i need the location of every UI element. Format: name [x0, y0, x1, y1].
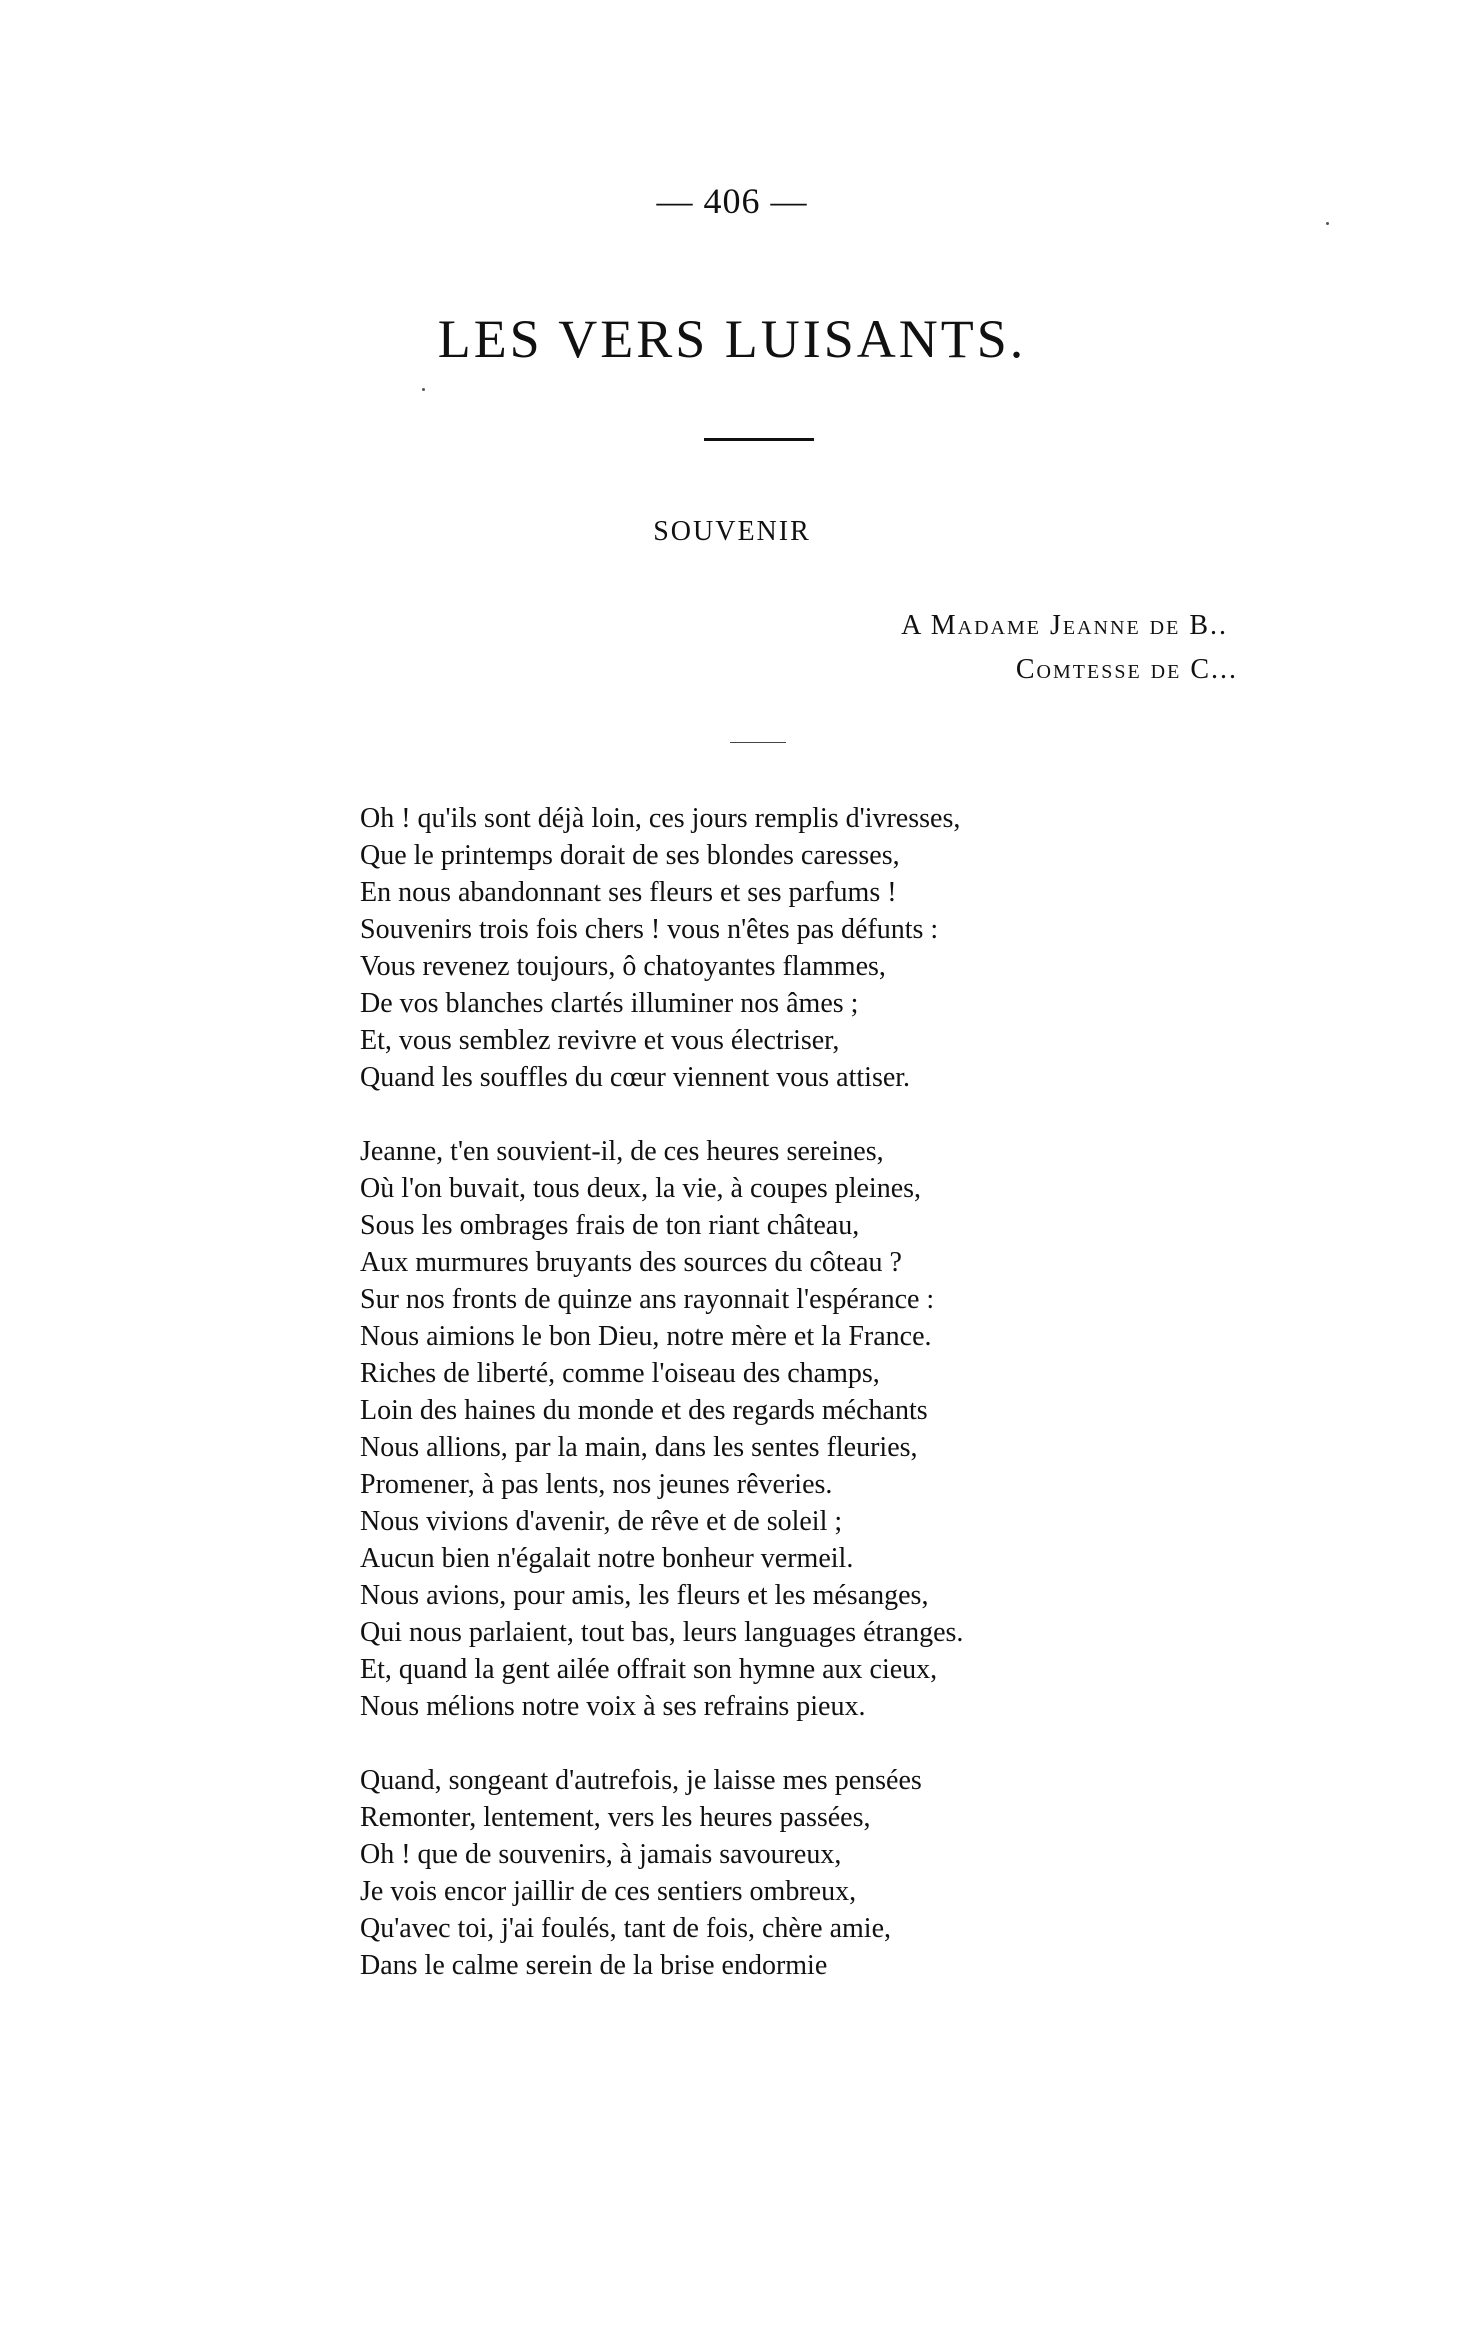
verse: Quand les souffles du cœur viennent vous attiser. — [360, 1062, 911, 1093]
verse: Que le printemps dorait de ses blondes caresses, — [360, 840, 900, 871]
verse: Nous vivions d'avenir, de rêve et de soleil ; — [360, 1506, 843, 1537]
verse: Souvenirs trois fois chers ! vous n'êtes pas défunts : — [360, 914, 939, 945]
ink-speck — [422, 388, 425, 391]
poem-body — [360, 800, 1220, 2021]
dedication-line-2: Comtesse de C... — [1015, 654, 1238, 685]
verse: Riches de liberté, comme l'oiseau des champs, — [360, 1358, 880, 1389]
verse: Dans le calme serein de la brise endormie — [360, 1950, 828, 1981]
verse: Loin des haines du monde et des regards méchants — [360, 1395, 928, 1426]
verse: Vous revenez toujours, ô chatoyantes flammes, — [360, 951, 886, 982]
stanza-2 — [360, 1133, 1220, 1725]
poem-title: LES VERS LUISANTS. — [437, 309, 1027, 369]
stanza-3 — [360, 1762, 1220, 1984]
verse: Promener, à pas lents, nos jeunes rêveries. — [360, 1469, 833, 1500]
page-number: — 406 — — [656, 181, 808, 221]
verse: Quand, songeant d'autrefois, je laisse mes pensées — [360, 1765, 922, 1796]
verse: Et, quand la gent ailée offrait son hymne aux cieux, — [360, 1654, 938, 1685]
verse: Oh ! que de souvenirs, à jamais savoureux, — [360, 1839, 842, 1870]
dedication — [901, 604, 1238, 692]
verse: Qu'avec toi, j'ai foulés, tant de fois, chère amie, — [360, 1913, 892, 1944]
stanza-1 — [360, 800, 1220, 1096]
verse: Et, vous semblez revivre et vous électriser, — [360, 1025, 840, 1056]
verse: Nous mélions notre voix à ses refrains pieux. — [360, 1691, 866, 1722]
verse: Jeanne, t'en souvient-il, de ces heures sereines, — [360, 1136, 884, 1167]
verse: Je vois encor jaillir de ces sentiers ombreux, — [360, 1876, 857, 1907]
ink-speck — [1326, 222, 1329, 225]
verse: Nous avions, pour amis, les fleurs et les mésanges, — [360, 1580, 929, 1611]
verse: Aux murmures bruyants des sources du côteau ? — [360, 1247, 902, 1278]
title-rule — [704, 438, 814, 441]
verse: Où l'on buvait, tous deux, la vie, à coupes pleines, — [360, 1173, 922, 1204]
verse: Nous allions, par la main, dans les sentes fleuries, — [360, 1432, 918, 1463]
poem-subtitle: SOUVENIR — [653, 516, 811, 547]
verse: En nous abandonnant ses fleurs et ses parfums ! — [360, 877, 897, 908]
verse: Sur nos fronts de quinze ans rayonnait l'espérance : — [360, 1284, 935, 1315]
verse: De vos blanches clartés illuminer nos âmes ; — [360, 988, 859, 1019]
verse: Remonter, lentement, vers les heures passées, — [360, 1802, 871, 1833]
verse: Qui nous parlaient, tout bas, leurs languages étranges. — [360, 1617, 964, 1648]
dedication-rule — [730, 742, 786, 743]
verse: Aucun bien n'égalait notre bonheur vermeil. — [360, 1543, 854, 1574]
verse: Sous les ombrages frais de ton riant château, — [360, 1210, 860, 1241]
verse: Oh ! qu'ils sont déjà loin, ces jours remplis d'ivresses, — [360, 803, 961, 834]
dedication-line-1: A Madame Jeanne de B.. — [901, 610, 1228, 641]
verse: Nous aimions le bon Dieu, notre mère et la France. — [360, 1321, 932, 1352]
